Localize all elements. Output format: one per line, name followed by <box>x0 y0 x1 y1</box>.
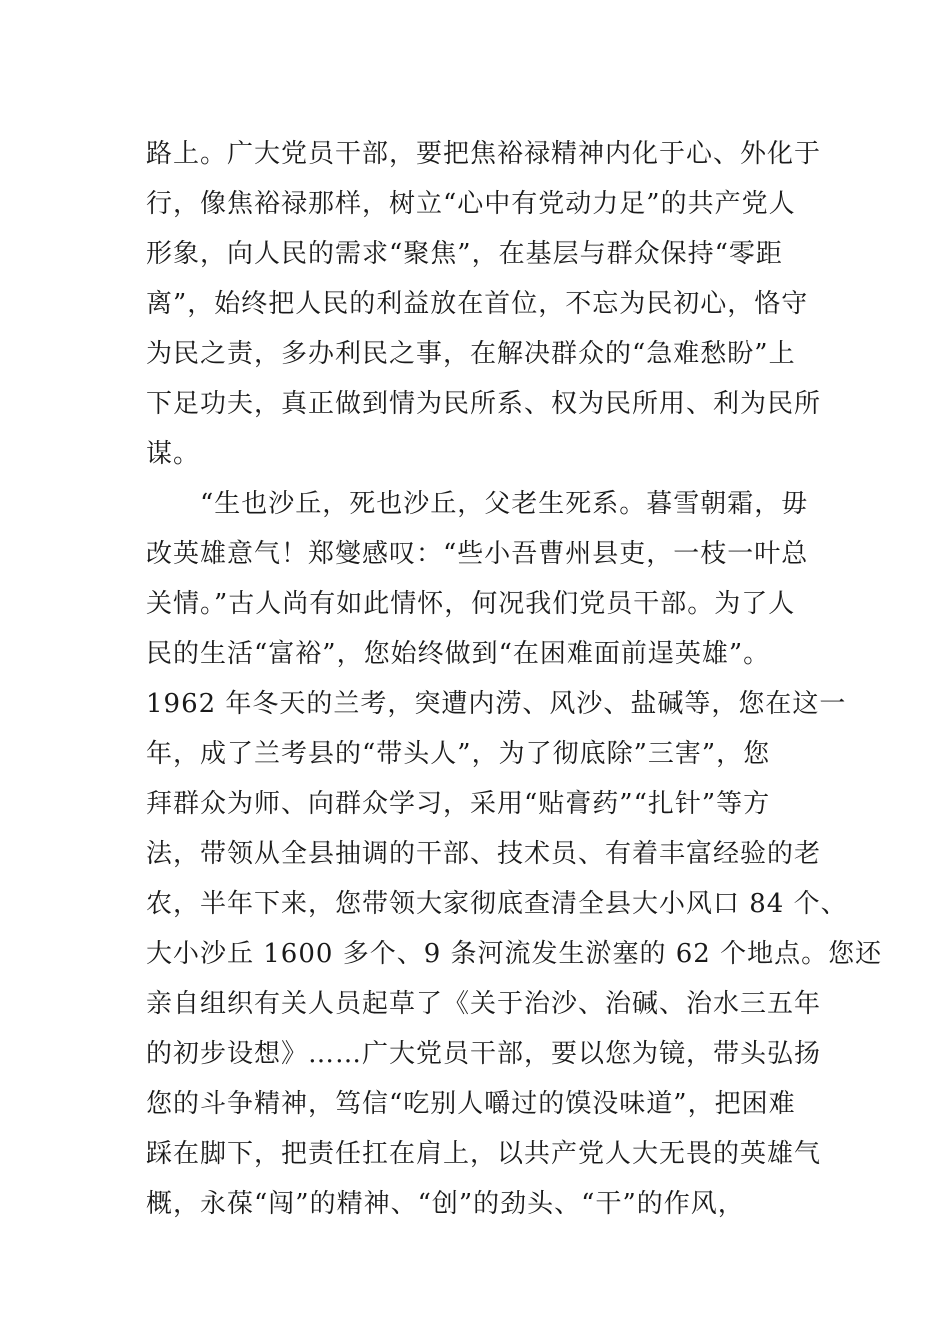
paragraph-1 <box>146 129 822 479</box>
text-line: 改英雄意气！郑燮感叹：“些小吾曹州县吏，一枝一叶总 <box>146 539 809 569</box>
text-line: 路上。广大党员干部，要把焦裕禄精神内化于心、外化于 <box>146 139 822 169</box>
text-line: 的初步设想》……广大党员干部，要以您为镜，带头弘扬 <box>146 1039 822 1069</box>
body-text <box>146 129 883 1229</box>
text-line: 1962 年冬天的兰考，突遭内涝、风沙、盐碱等，您在这一 <box>146 689 847 719</box>
text-line: 谋。 <box>146 439 201 469</box>
text-line: 亲自组织有关人员起草了《关于治沙、治碱、治水三五年 <box>146 989 822 1019</box>
text-line: 法，带领从全县抽调的干部、技术员、有着丰富经验的老 <box>146 839 822 869</box>
text-line: 拜群众为师、向群众学习，采用“贴膏药”“扎针”等方 <box>146 789 771 819</box>
text-line: 离”，始终把人民的利益放在首位，不忘为民初心，恪守 <box>146 289 809 319</box>
text-line: 农，半年下来，您带领大家彻底查清全县大小风口 84 个、 <box>146 889 848 919</box>
text-line: 民的生活“富裕”，您始终做到“在困难面前逞英雄”。 <box>146 639 771 669</box>
text-line: 为民之责，多办利民之事，在解决群众的“急难愁盼”上 <box>146 339 796 369</box>
text-line: 关情。”古人尚有如此情怀，何况我们党员干部。为了人 <box>146 589 796 619</box>
text-line: 大小沙丘 1600 多个、9 条河流发生淤塞的 62 个地点。您还 <box>146 939 883 969</box>
text-line: 踩在脚下，把责任扛在肩上，以共产党人大无畏的英雄气 <box>146 1139 822 1169</box>
text-line: 概，永葆“闯”的精神、“创”的劲头、“干”的作风， <box>146 1189 745 1219</box>
text-line: 年，成了兰考县的“带头人”，为了彻底除”三害”，您 <box>146 739 771 769</box>
text-line: 下足功夫，真正做到情为民所系、权为民所用、利为民所 <box>146 389 822 419</box>
paragraph-2 <box>146 479 883 1229</box>
text-line: 形象，向人民的需求“聚焦”，在基层与群众保持“零距 <box>146 239 783 269</box>
text-line: 行，像焦裕禄那样，树立“心中有党动力足”的共产党人 <box>146 189 796 219</box>
text-line: 您的斗争精神，笃信“吃别人嚼过的馍没味道”，把困难 <box>146 1089 796 1119</box>
text-line: “生也沙丘，死也沙丘，父老生死系。暮雪朝霜，毋 <box>146 489 809 519</box>
